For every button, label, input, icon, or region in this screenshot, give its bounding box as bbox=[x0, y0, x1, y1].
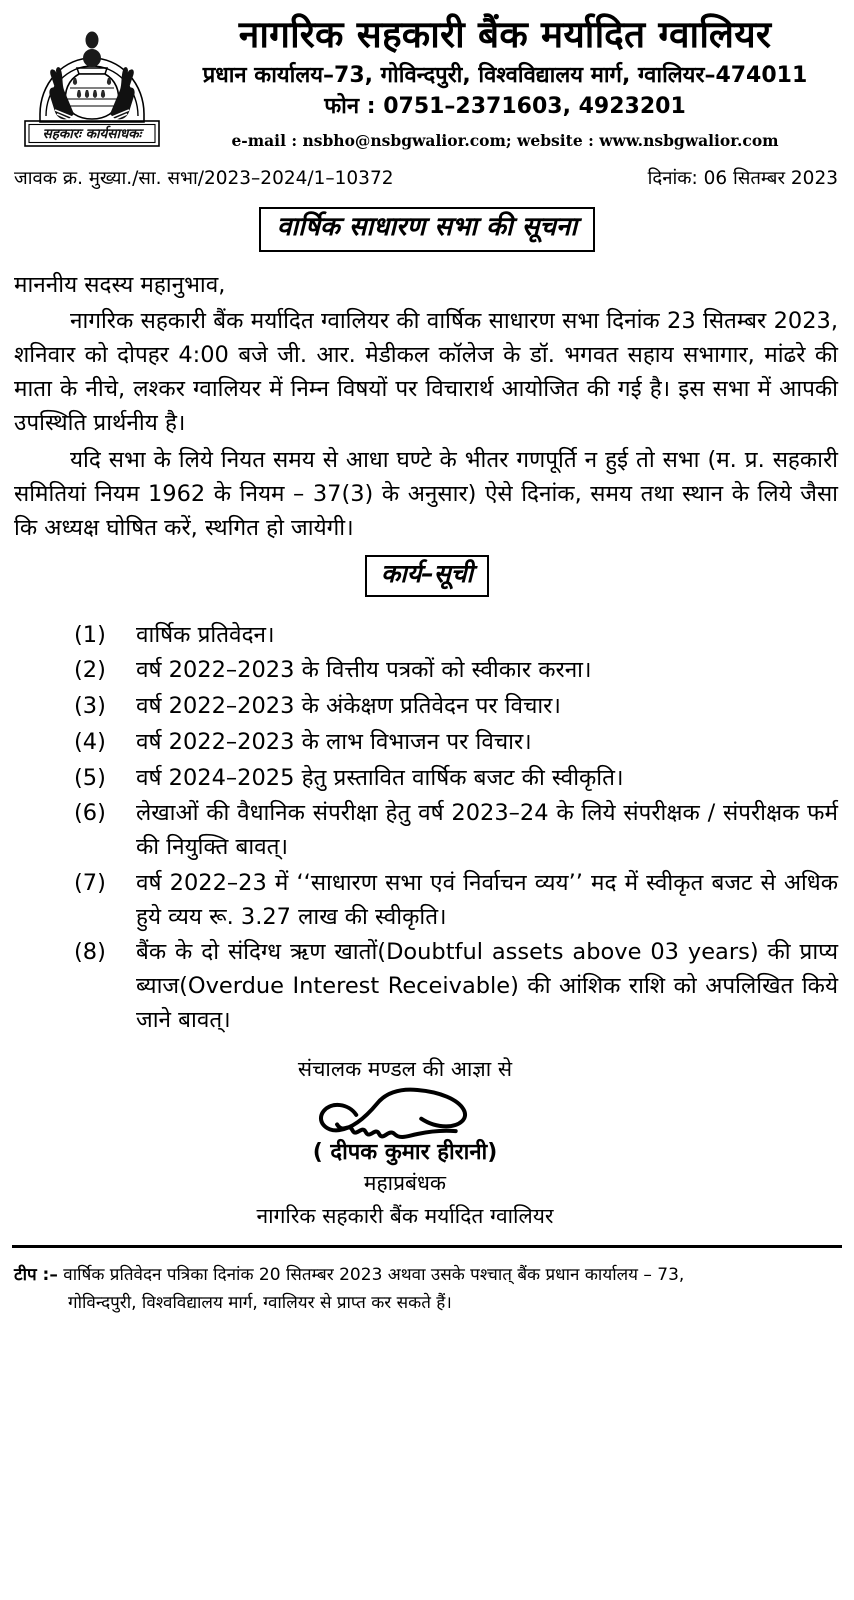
agenda-item-number: (1) bbox=[74, 621, 106, 648]
footer-note-line-1 bbox=[14, 1262, 836, 1290]
notice-title: वार्षिक साधारण सभा की सूचना bbox=[259, 207, 595, 252]
by-order-of-board: संचालक मण्डल की आज्ञा से bbox=[297, 1056, 513, 1081]
signature-block bbox=[12, 1056, 842, 1232]
notice-paragraph-2: यदि सभा के लिये नियत समय से आधा घण्टे के भीतर गणपूर्ति न हुई तो सभा (म. प्र. सहकारी समितियां नियम 1962 के नियम – 37(3) के अनुसार) ऐसे दिनांक, समय तथा स्थान के लिये जैसा कि अध्यक्ष घोषित करें, स्थगित हो जायेगी। bbox=[14, 446, 838, 541]
salutation: माननीय सदस्य महानुभाव, bbox=[14, 271, 226, 298]
bank-address: प्रधान कार्यालय–73, गोविन्दपुरी, विश्वविद्यालय मार्ग, ग्वालियर–474011 bbox=[202, 63, 808, 89]
agenda-item bbox=[74, 867, 838, 935]
agenda-item bbox=[74, 797, 838, 865]
signatory-bank: नागरिक सहकारी बैंक मर्यादित ग्वालियर bbox=[256, 1203, 554, 1228]
agenda-item-number: (6) bbox=[74, 800, 106, 827]
agenda-item bbox=[74, 654, 838, 688]
notice-paragraph-1: नागरिक सहकारी बैंक मर्यादित ग्वालियर की वार्षिक साधारण सभा दिनांक 23 सितम्बर 2023, शनिवार को दोपहर 4:00 बजे जी. आर. मेडीकल कॉलेज के डॉ. भगवत सहाय सभागार, मांढरे की माता के नीचे, लश्कर ग्वालियर में निम्न विषयों पर विचारार्थ आयोजित की गई है। इस सभा में आपकी उपस्थिति प्रार्थनीय है। bbox=[14, 307, 838, 437]
agenda-item-number: (3) bbox=[74, 693, 106, 720]
agenda-item-text: वर्ष 2022–2023 के अंकेक्षण प्रतिवेदन पर विचार। bbox=[136, 693, 561, 720]
agenda-item-number: (4) bbox=[74, 728, 106, 755]
agenda-item-text: वर्ष 2022–23 में ‘‘साधारण सभा एवं निर्वाचन व्यय’’ मद में स्वीकृत बजट से अधिक हुये व्यय रू. 3.27 लाख की स्वीकृति। bbox=[136, 869, 838, 930]
agenda-list bbox=[12, 619, 842, 1038]
agenda-item bbox=[74, 619, 838, 653]
agenda-item bbox=[74, 726, 838, 760]
bank-name: नागरिक सहकारी बैंक मर्यादित ग्वालियर bbox=[238, 13, 772, 56]
agenda-title-wrap bbox=[12, 555, 842, 597]
agenda-item-text: बैंक के दो संदिग्ध ऋण खातों(Doubtful assets above 03 years) की प्राप्य ब्याज(Overdue Interest Receivable) की आंशिक राशि को अपलिखित किये जाने बावत्। bbox=[136, 939, 838, 1033]
signatory-designation: महाप्रबंधक bbox=[363, 1171, 447, 1196]
reference-row bbox=[12, 165, 842, 190]
notice-body bbox=[12, 268, 842, 546]
agenda-item bbox=[74, 936, 838, 1037]
letterhead bbox=[12, 0, 842, 151]
agenda-item-number: (7) bbox=[74, 869, 106, 896]
outward-number: जावक क्र. मुख्या./सा. सभा/2023–2024/1–10372 bbox=[14, 167, 394, 189]
agenda-item bbox=[74, 690, 838, 724]
agenda-item-text: वर्ष 2024–2025 हेतु प्रस्तावित वार्षिक बजट की स्वीकृति। bbox=[136, 764, 624, 791]
notice-title-wrap bbox=[12, 207, 842, 252]
bank-email-website: e-mail : nsbho@nsbgwalior.com; website : www.nsbgwalior.com bbox=[231, 130, 779, 150]
logo-motto-text: सहकारः कार्यसाधकः bbox=[42, 126, 142, 142]
agenda-item-number: (2) bbox=[74, 657, 106, 684]
footer-note-line-2: गोविन्दपुरी, विश्वविद्यालय मार्ग, ग्वालियर से प्राप्त कर सकते हैं। bbox=[68, 1292, 452, 1313]
bank-phone: फोन : 0751–2371603, 4923201 bbox=[324, 94, 686, 120]
agenda-item-text: वर्ष 2022–2023 के लाभ विभाजन पर विचार। bbox=[136, 728, 532, 755]
footer-note-label: टीप :– bbox=[14, 1265, 58, 1286]
agenda-item-number: (8) bbox=[74, 939, 106, 966]
bank-logo bbox=[12, 14, 172, 150]
agenda-item bbox=[74, 762, 838, 796]
kalash-with-hands-emblem-icon bbox=[18, 18, 166, 150]
agenda-title: कार्य–सूची bbox=[365, 555, 489, 597]
letterhead-text bbox=[172, 14, 842, 151]
footer-divider bbox=[12, 1245, 842, 1248]
agenda-item-text: वर्ष 2022–2023 के वित्तीय पत्रकों को स्वीकार करना। bbox=[136, 657, 592, 684]
signatory-name: ( दीपक कुमार हीरानी) bbox=[312, 1139, 498, 1165]
agenda-item-text: लेखाओं की वैधानिक संपरीक्षा हेतु वर्ष 2023–24 के लिये संपरीक्षक / संपरीक्षक फर्म की नियुक्ति बावत्। bbox=[136, 800, 838, 861]
handwritten-signature-icon bbox=[12, 1081, 798, 1143]
agenda-item-number: (5) bbox=[74, 764, 106, 791]
footer-note bbox=[12, 1262, 842, 1317]
footer-note-text-1: वार्षिक प्रतिवेदन पत्रिका दिनांक 20 सितम्बर 2023 अथवा उसके पश्चात् बैंक प्रधान कार्यालय – 73, bbox=[63, 1265, 685, 1286]
letter-date: दिनांक: 06 सितम्बर 2023 bbox=[647, 167, 838, 189]
agenda-item-text: वार्षिक प्रतिवेदन। bbox=[136, 621, 275, 648]
